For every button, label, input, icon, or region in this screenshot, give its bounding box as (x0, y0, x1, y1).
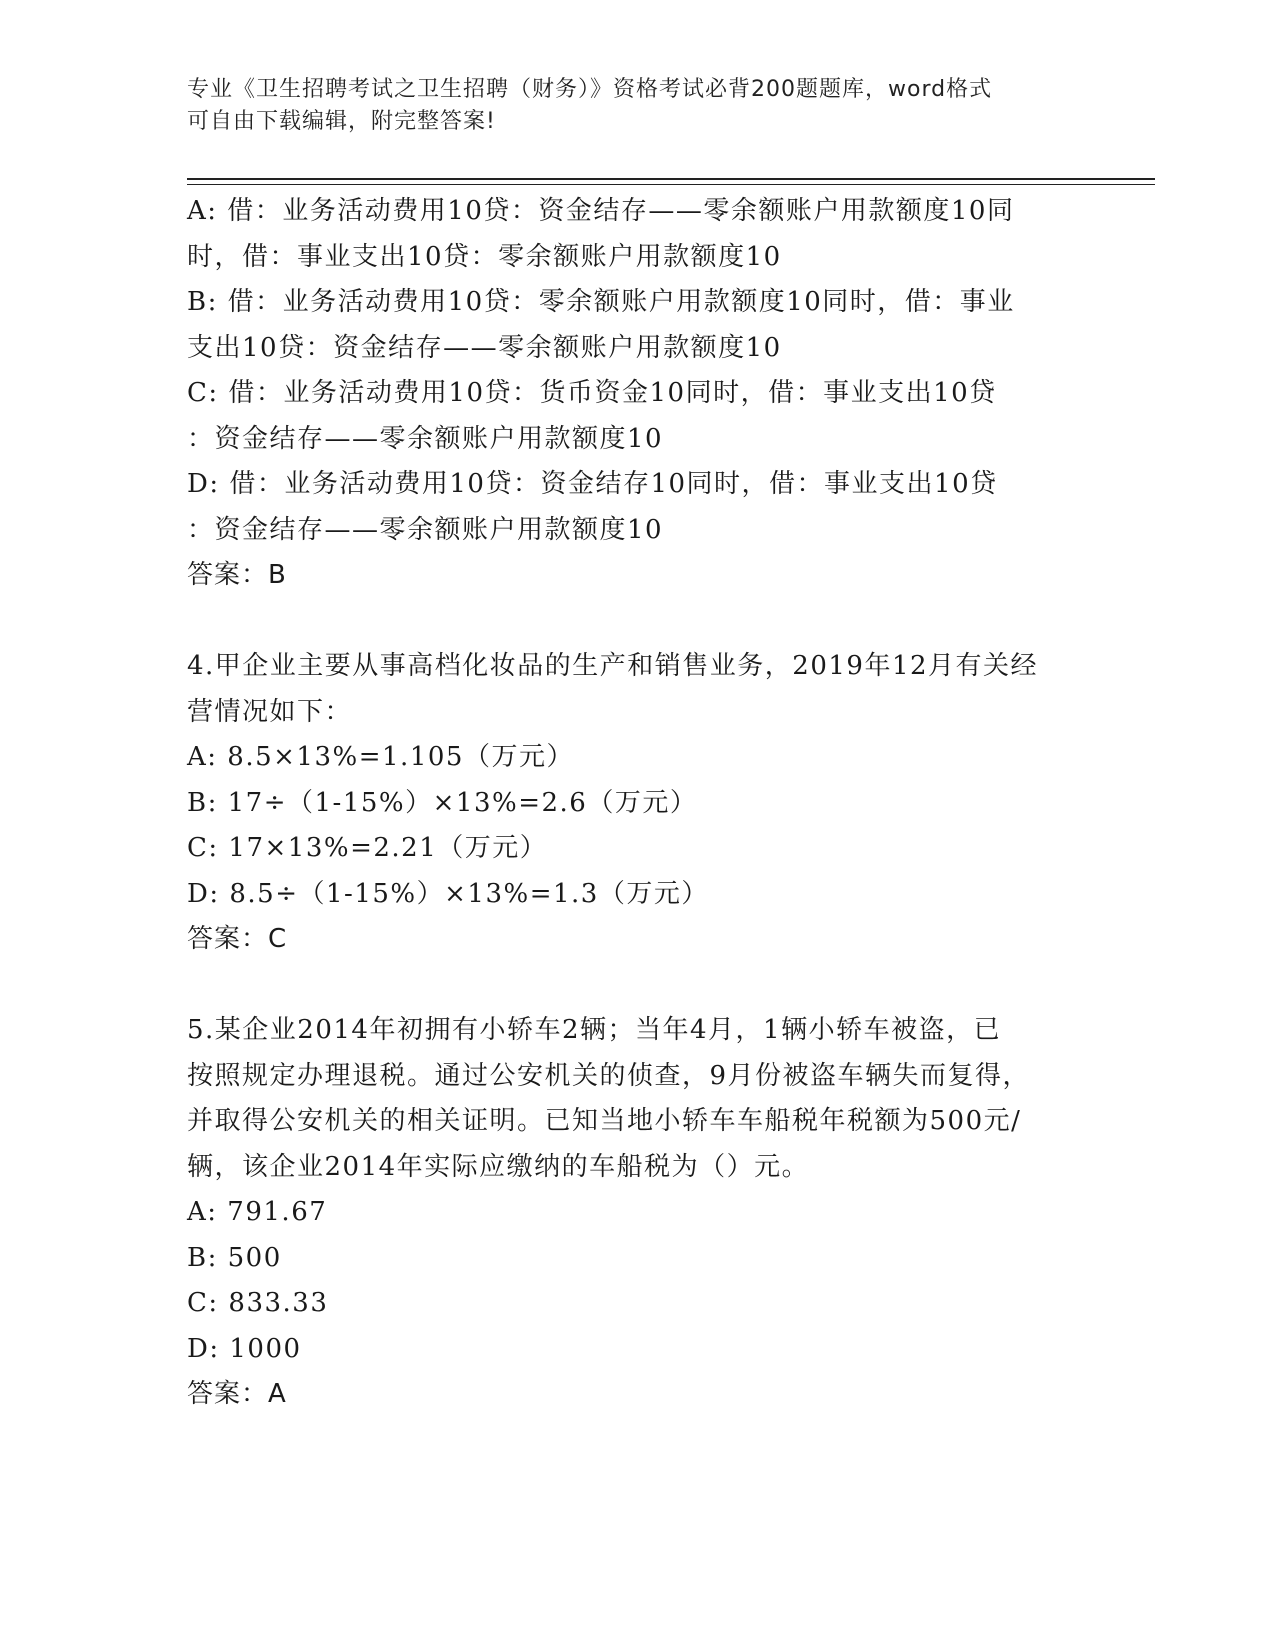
question-4-stem-line: 营情况如下： (187, 696, 353, 727)
question-5-stem-line: 辆，该企业2014年实际应缴纳的车船税为（）元。 (187, 1151, 810, 1182)
question-5-stem-line: 并取得公安机关的相关证明。已知当地小轿车车船税年税额为500元/ (187, 1106, 1022, 1136)
question-content (187, 189, 1087, 1418)
header-divider-thin (187, 184, 1155, 185)
question-3-block (187, 189, 1087, 599)
question-3-option-line: D: 借：业务活动费用10贷：资金结存10同时，借：事业支出10贷 (187, 469, 998, 499)
question-5-option-a: A: 791.67 (187, 1197, 328, 1227)
document-header (187, 74, 1067, 138)
question-3-answer: 答案：B (187, 560, 287, 590)
question-4-option-b: B: 17÷（1-15%）×13%=2.6（万元） (187, 787, 698, 818)
question-5-block (187, 1008, 1087, 1418)
spacer (187, 963, 1087, 1009)
question-3-option-line: B: 借：业务活动费用10贷：零余额账户用款额度10同时，借：事业 (187, 287, 1015, 317)
question-3-option-line: A: 借：业务活动费用10贷：资金结存——零余额账户用款额度10同 (187, 196, 1015, 226)
question-3-option-line: 支出10贷：资金结存——零余额账户用款额度10 (187, 332, 782, 363)
question-4-option-c: C: 17×13%=2.21（万元） (187, 833, 548, 863)
question-4-stem-line: 4.甲企业主要从事高档化妆品的生产和销售业务，2019年12月有关经 (187, 651, 1039, 681)
question-3-option-line: ：资金结存——零余额账户用款额度10 (187, 423, 664, 454)
header-divider-thick (187, 178, 1155, 180)
header-title-line-2: 可自由下载编辑，附完整答案! (187, 109, 496, 134)
question-5-stem-line: 5.某企业2014年初拥有小轿车2辆；当年4月，1辆小轿车被盗，已 (187, 1015, 1002, 1045)
question-3-option-line: 时，借：事业支出10贷：零余额账户用款额度10 (187, 241, 782, 272)
question-3-option-line: ：资金结存——零余额账户用款额度10 (187, 514, 664, 545)
header-title-line-1: 专业《卫生招聘考试之卫生招聘（财务）》资格考试必背200题题库，word格式 (187, 77, 993, 102)
question-3-option-line: C: 借：业务活动费用10贷：货币资金10同时，借：事业支出10贷 (187, 378, 997, 408)
spacer (187, 599, 1087, 645)
question-4-option-d: D: 8.5÷（1-15%）×13%=1.3（万元） (187, 878, 709, 909)
question-5-option-c: C: 833.33 (187, 1288, 329, 1318)
question-5-option-b: B: 500 (187, 1242, 282, 1273)
question-4-answer: 答案：C (187, 924, 288, 954)
question-5-stem-line: 按照规定办理退税。通过公安机关的侦查，9月份被盗车辆失而复得， (187, 1060, 1031, 1091)
question-5-option-d: D: 1000 (187, 1333, 302, 1364)
question-5-answer: 答案：A (187, 1379, 287, 1409)
question-4-block (187, 644, 1087, 963)
question-4-option-a: A: 8.5×13%=1.105（万元） (187, 742, 574, 772)
